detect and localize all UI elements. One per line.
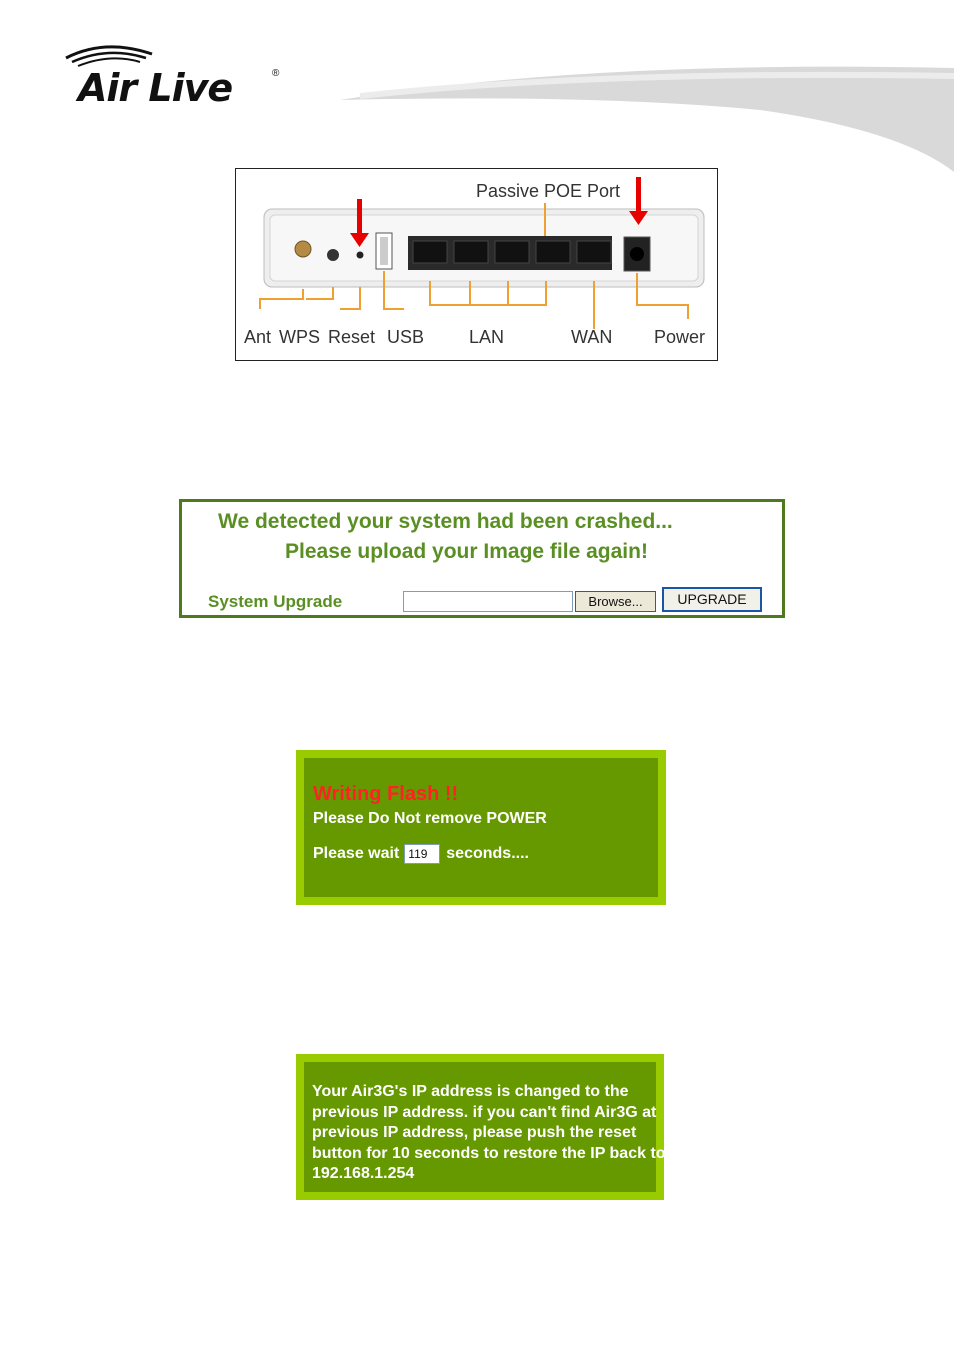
logo-text: Air Live xyxy=(78,66,233,110)
passive-poe-label: Passive POE Port xyxy=(476,181,621,201)
router-back-panel-figure xyxy=(235,168,718,361)
wait-prefix: Please wait xyxy=(313,845,400,862)
header-swoosh-decoration xyxy=(340,60,954,180)
port-label-wan: WAN xyxy=(571,327,613,347)
port-label-ant: Ant xyxy=(244,327,272,347)
port-label-usb: USB xyxy=(387,327,425,347)
upload-instruction: Please upload your Image file again! xyxy=(285,540,648,563)
logo-registered-mark: ® xyxy=(272,68,280,79)
ip-address-notice-box xyxy=(296,1054,664,1200)
ip-address-notice-inner xyxy=(304,1062,666,1192)
port-label-power: Power xyxy=(654,327,706,347)
port-label-lan: LAN xyxy=(469,327,505,347)
port-label-reset: Reset xyxy=(328,327,376,347)
writing-flash-inner xyxy=(304,758,658,897)
wait-suffix: seconds.... xyxy=(446,845,529,862)
countdown-field: 119 xyxy=(404,844,440,864)
port-label-wps: WPS xyxy=(279,327,321,347)
crash-recovery-panel xyxy=(179,499,785,618)
do-not-remove-power-message: Please Do Not remove POWER xyxy=(313,810,547,827)
writing-flash-title: Writing Flash !! xyxy=(313,783,459,805)
firmware-file-input[interactable] xyxy=(403,591,573,612)
airlive-logo xyxy=(60,40,290,110)
upgrade-button[interactable]: UPGRADE xyxy=(662,587,762,612)
system-upgrade-label: System Upgrade xyxy=(208,592,343,611)
writing-flash-box xyxy=(296,750,666,905)
wait-row xyxy=(313,844,529,864)
browse-button[interactable]: Browse... xyxy=(575,591,656,612)
crash-message: We detected your system had been crashed... xyxy=(218,510,673,533)
ip-address-notice-text: Your Air3G's IP address is changed to the previous IP address. if you can't find Air3G at previous IP address, please push the reset button for 10 seconds to restore the IP back to 192.168.1.254 xyxy=(312,1083,666,1182)
